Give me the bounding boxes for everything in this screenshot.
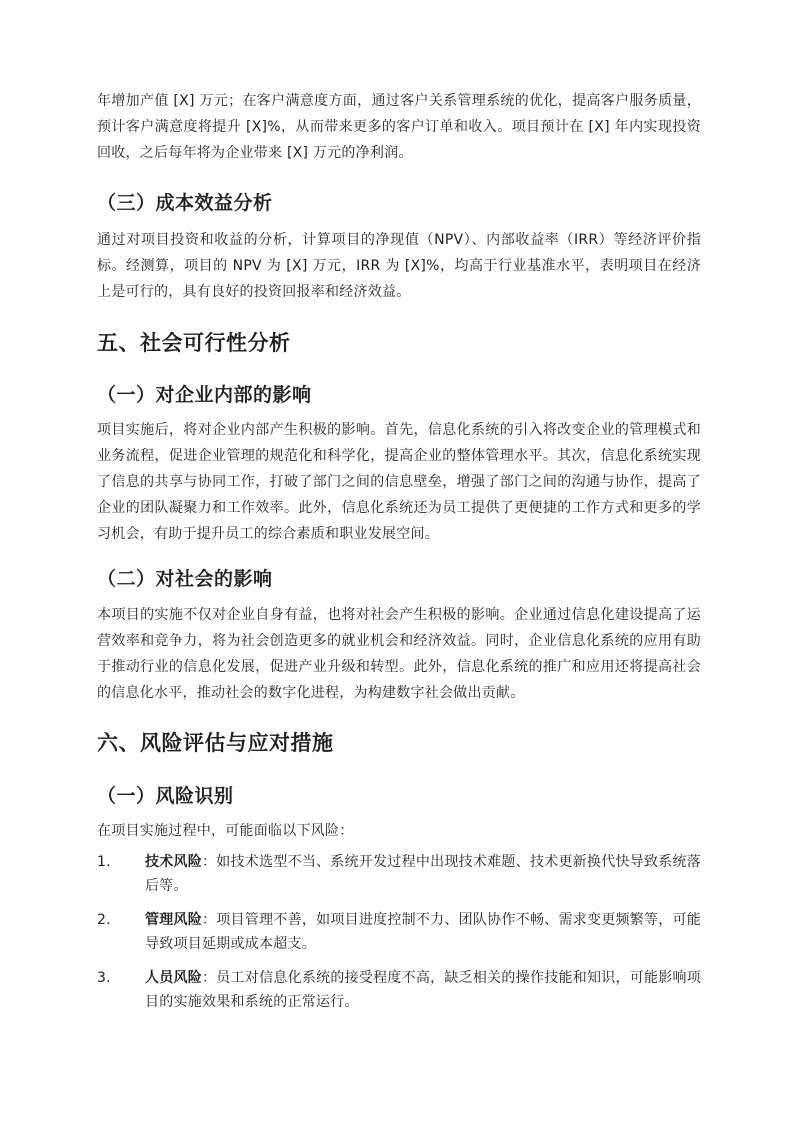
risk-list [97, 850, 701, 1014]
risk-description: 员工对信息化系统的接受程度不高，缺乏相关的操作技能和知识，可能影响项目的实施效果和系统的正常运行。 [145, 970, 702, 1010]
list-item [97, 850, 701, 898]
risk-term: 技术风险 [145, 854, 203, 870]
paragraph-social-impact: 本项目的实施不仅对企业自身有益，也将对社会产生积极的影响。企业通过信息化建设提高了运营效率和竞争力，将为社会创造更多的就业机会和经济效益。同时，企业信息化系统的应用有助于推动行业的信息化发展，促进产业升级和转型。此外，信息化系统的推广和应用还将提高社会的信息化水平，推动社会的数字化进程，为构建数字社会做出贡献。 [97, 607, 701, 701]
heading-risk-identification: （一）风险识别 [97, 785, 234, 807]
paragraph-revenue-continuation: 年增加产值 [X] 万元；在客户满意度方面，通过客户关系管理系统的优化，提高客户服务质量，预计客户满意度将提升 [X]%，从而带来更多的客户订单和收入。项目预计在 [X] 年内实现投资回收，之后每年将为企业带来 [X] 万元的净利润。 [97, 93, 701, 161]
list-number: 2. [97, 912, 111, 928]
list-item [97, 966, 701, 1014]
heading-social-feasibility: 五、社会可行性分析 [97, 331, 291, 355]
list-item [97, 908, 701, 956]
risk-separator: ： [202, 854, 217, 870]
risk-separator: ： [202, 970, 217, 986]
risk-description: 如技术选型不当、系统开发过程中出现技术难题、技术更新换代快导致系统落后等。 [145, 854, 702, 894]
risk-separator: ： [202, 912, 217, 928]
paragraph-risk-intro: 在项目实施过程中，可能面临以下风险： [97, 823, 354, 839]
paragraph-cost-benefit: 通过对项目投资和收益的分析，计算项目的净现值（NPV）、内部收益率（IRR）等经济评价指标。经测算，项目的 NPV 为 [X] 万元，IRR 为 [X]%，均高于行业基准水平，表明项目在经济上是可行的，具有良好的投资回报率和经济效益。 [97, 232, 701, 300]
risk-term: 人员风险 [145, 970, 203, 986]
heading-internal-impact: （一）对企业内部的影响 [97, 384, 312, 406]
paragraph-internal-impact: 项目实施后，将对企业内部产生积极的影响。首先，信息化系统的引入将改变企业的管理模式和业务流程，促进企业管理的规范化和科学化，提高企业的整体管理水平。其次，信息化系统实现了信息的共享与协同工作，打破了部门之间的信息壁垒，增强了部门之间的沟通与协作，提高了企业的团队凝聚力和工作效率。此外，信息化系统还为员工提供了更便捷的工作方式和更多的学习机会，有助于提升员工的综合素质和职业发展空间。 [97, 422, 701, 542]
heading-cost-benefit-analysis: （三）成本效益分析 [97, 192, 273, 214]
heading-social-impact: （二）对社会的影响 [97, 568, 273, 590]
document-body [97, 88, 701, 1014]
list-number: 3. [97, 970, 111, 986]
list-number: 1. [97, 854, 111, 870]
heading-risk-assessment: 六、风险评估与应对措施 [97, 731, 334, 755]
risk-term: 管理风险 [145, 912, 203, 928]
risk-description: 项目管理不善，如项目进度控制不力、团队协作不畅、需求变更频繁等，可能导致项目延期或成本超支。 [145, 912, 702, 952]
